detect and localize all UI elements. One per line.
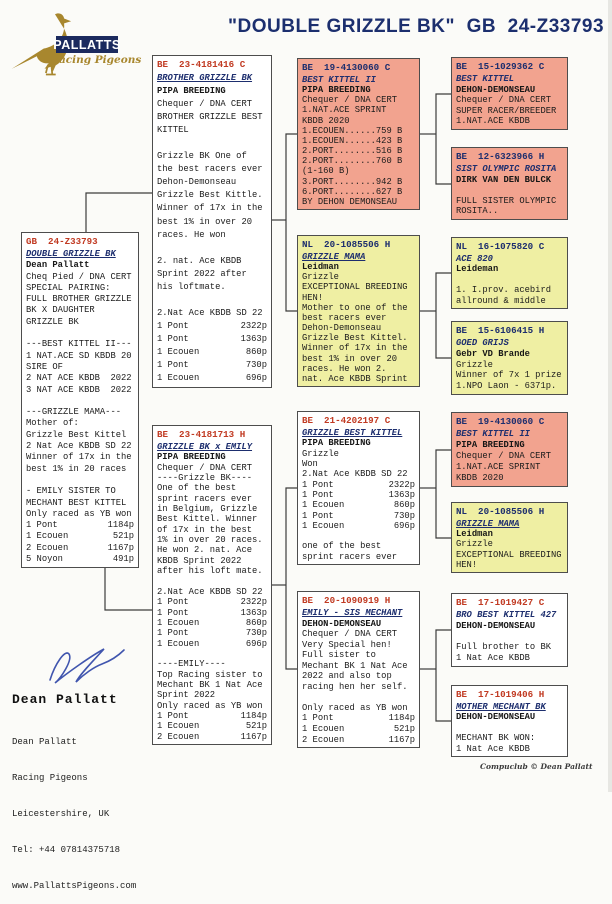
pedigree-text-line: MECHANT BEST KITTEL	[26, 497, 127, 508]
pedigree-text-line	[157, 137, 267, 150]
result-pigeons: 1167p	[107, 542, 134, 553]
result-pigeons: 1184p	[107, 520, 134, 531]
pedigree-text-line: races. He won	[157, 229, 226, 240]
box-body	[456, 74, 563, 127]
bird-name: GRIZZLE MAMA	[456, 519, 520, 529]
pedigree-text-line	[302, 500, 415, 510]
pedigree-text-line	[302, 490, 415, 500]
pedigree-text-line: 1.NPO Laon - 6371p.	[456, 381, 557, 392]
pedigree-text-line: Chequer / DNA CERT	[302, 629, 398, 640]
contact-line: Racing Pigeons	[12, 773, 88, 783]
result-race: 1 Pont	[302, 510, 334, 521]
box-body	[302, 608, 415, 745]
result-pigeons: 521p	[112, 531, 134, 542]
pedigree-text-line	[456, 185, 563, 196]
pedigree-text-line: Best Kittel. Winner	[157, 514, 258, 525]
pedigree-text-line: One of the best	[157, 483, 237, 494]
result-pigeons: 521p	[245, 721, 267, 732]
pedigree-text-line	[26, 520, 134, 531]
result-race: 1 Pont	[157, 333, 189, 344]
pedigree-text-line	[157, 711, 267, 721]
pedigree-text-line: FULL SISTER OLYMPIC	[456, 195, 557, 206]
result-race: 2 Ecouen	[157, 731, 200, 742]
pedigree-text-line: He won 2. nat. Ace	[157, 545, 253, 556]
result-race: 1 Ecouen	[302, 724, 345, 735]
pedigree-box-sire-dam	[297, 235, 420, 387]
pedigree-text-line	[26, 531, 134, 542]
pedigree-box-dd-dam	[451, 685, 568, 757]
box-body	[456, 702, 563, 754]
pedigree-box-ss-dam	[451, 147, 568, 220]
pedigree-text-line: ---BEST KITTEL II---	[26, 339, 132, 350]
breeder-name: Leidman	[302, 262, 339, 273]
result-race: 2 Ecouen	[302, 734, 345, 745]
result-pigeons: 860p	[245, 346, 267, 357]
ring-number: NL 20-1085506 H	[456, 506, 545, 517]
result-race: 2 Ecouen	[26, 542, 69, 553]
pedigree-text-line: the best racers ever	[157, 164, 263, 175]
box-body	[157, 442, 267, 742]
pedigree-text-line: his loftmate.	[157, 281, 226, 292]
ring-number: BE 23-4181416 C	[157, 59, 246, 70]
pedigree-text-line: 1.NAT.ACE SPRINT	[302, 105, 387, 116]
pedigree-text-line: KBDB Sprint 2022	[157, 555, 242, 566]
pedigree-text-line: Chequer / DNA CERT	[157, 99, 253, 110]
ring-number: BE 19-4130060 C	[456, 416, 545, 427]
pedigree-text-line: 1. I.prov. acebird	[456, 285, 552, 296]
pedigree-text-line: Grizzle BK One of	[157, 151, 247, 162]
bird-name: MOTHER MECHANT BK	[456, 702, 546, 712]
breeder-name: DEHON-DEMONSEAU	[456, 84, 536, 95]
breeder-name: PIPA BREEDING	[456, 440, 525, 450]
pedigree-text-line: Grizzle Best Kittel.	[302, 333, 408, 344]
result-race: 1 Ecouen	[157, 373, 200, 384]
breeder-name: DEHON-DEMONSEAU	[456, 712, 536, 723]
pedigree-text-line	[157, 628, 267, 638]
pedigree-text-line: Winner of 7x 1 prize	[456, 370, 562, 381]
page-title: "DOUBLE GRIZZLE BK" GB 24-Z33793	[228, 16, 605, 37]
pedigree-text-line	[157, 346, 267, 359]
pedigree-text-line: ----Grizzle BK----	[157, 473, 253, 484]
ring-number: NL 16-1075820 C	[456, 241, 545, 252]
pedigree-text-line: BY DEHON DEMONSEAU	[302, 196, 398, 207]
result-race: 1 Ecouen	[157, 617, 200, 628]
pedigree-text-line: Grizzle	[456, 539, 493, 550]
pedigree-box-dam-sire	[297, 411, 420, 565]
result-pigeons: 860p	[393, 500, 415, 511]
pedigree-text-line: nat. Ace KBDB Sprint	[302, 373, 408, 384]
pedigree-text-line	[157, 608, 267, 618]
pedigree-text-line	[456, 632, 563, 643]
pedigree-text-line: ---GRIZZLE MAMA---	[26, 407, 122, 418]
pedigree-text-line	[26, 475, 134, 486]
pedigree-box-sd-sire	[451, 237, 568, 309]
pedigree-text-line: Top Racing sister to	[157, 669, 263, 680]
pedigree-text-line	[157, 333, 267, 346]
pedigree-box-dam	[152, 425, 272, 745]
pedigree-text-line	[26, 396, 134, 407]
result-race: 1 Pont	[157, 628, 189, 639]
pedigree-text-line	[302, 735, 415, 746]
bird-name: DOUBLE GRIZZLE BK	[26, 249, 116, 259]
logo-tagline: Racing Pigeons	[50, 54, 142, 66]
pedigree-text-line: SPECIAL PAIRING:	[26, 282, 111, 293]
pedigree-box-sire-sire	[297, 58, 420, 210]
bird-name: ACE 820	[456, 254, 493, 264]
pedigree-text-line	[302, 724, 415, 735]
result-pigeons: 2322p	[388, 479, 415, 490]
pedigree-text-line	[157, 639, 267, 649]
box-body	[302, 75, 415, 207]
bird-name: BEST KITTEL	[456, 74, 515, 84]
pedigree-text-line	[302, 692, 415, 703]
pedigree-text-line: Only raced as YB won	[157, 700, 263, 711]
pedigree-text-line	[302, 531, 415, 541]
box-body	[26, 249, 134, 565]
box-body	[302, 252, 415, 384]
result-pigeons: 860p	[245, 617, 267, 628]
pedigree-text-line: Mechant BK 1 Nat Ace	[302, 660, 408, 671]
ring-number: GB 24-Z33793	[26, 236, 98, 247]
pedigree-text-line	[157, 320, 267, 333]
box-body	[456, 338, 563, 392]
pedigree-text-line: Grizzle Best Kittle.	[157, 190, 263, 201]
pedigree-text-line: Grizzle	[302, 448, 339, 459]
pedigree-text-line: Winner of 17x in the	[26, 452, 132, 463]
breeder-name: PIPA BREEDING	[157, 452, 226, 463]
pedigree-text-line	[157, 359, 267, 372]
bird-name: BRO BEST KITTEL 427	[456, 610, 557, 620]
pedigree-text-line: FULL BROTHER GRIZZLE	[26, 294, 132, 305]
pedigree-box-dam-dam	[297, 591, 420, 748]
result-race: 1 Pont	[157, 710, 189, 721]
pedigree-text-line: ROSITA..	[456, 206, 499, 217]
bird-name: EMILY - SIS MECHANT	[302, 608, 403, 618]
result-pigeons: 2322p	[240, 320, 267, 331]
pedigree-text-line: EXCEPTIONAL BREEDING	[456, 549, 562, 560]
pedigree-text-line: Winner of 17x in the	[302, 343, 408, 354]
pedigree-box-subject	[21, 232, 139, 568]
contact-line: www.PallattsPigeons.com	[12, 881, 137, 891]
pedigree-text-line: 2.PORT........516 B	[302, 146, 403, 157]
ring-number: BE 23-4181713 H	[157, 429, 246, 440]
pedigree-text-line	[157, 576, 267, 586]
pedigree-text-line	[157, 649, 267, 659]
result-pigeons: 1363p	[240, 607, 267, 618]
result-pigeons: 1363p	[388, 489, 415, 500]
pedigree-text-line	[456, 723, 563, 733]
pedigree-text-line: sprint racers ever	[302, 551, 398, 562]
result-pigeons: 730p	[245, 360, 267, 371]
pedigree-text-line: Dehon-Demonseau	[157, 177, 237, 188]
pedigree-text-line: KBDB 2020	[456, 473, 504, 483]
pedigree-box-ds-sire	[451, 412, 568, 487]
pedigree-text-line: 1% in over 20 races.	[157, 535, 263, 546]
pedigree-text-line: (1-160 B)	[302, 166, 350, 177]
pedigree-box-ss-sire	[451, 57, 568, 130]
pedigree-text-line: Sprint 2022	[157, 690, 216, 701]
result-pigeons: 696p	[393, 520, 415, 531]
pedigree-text-line: 3.PORT........942 B	[302, 176, 403, 187]
pedigree-text-line	[26, 554, 134, 565]
pedigree-text-line	[302, 521, 415, 531]
pedigree-text-line	[302, 480, 415, 490]
ring-number: BE 20-1090919 H	[302, 595, 391, 606]
pedigree-text-line: Dehon-Demonseau	[302, 323, 382, 334]
pedigree-text-line: GRIZZLE BK	[26, 316, 79, 327]
result-race: 1 Ecouen	[157, 346, 200, 357]
pedigree-text-line: Grizzle	[302, 272, 339, 283]
result-race: 1 Ecouen	[302, 500, 345, 511]
pedigree-text-line	[302, 713, 415, 724]
pedigree-text-line: after his loft mate.	[157, 566, 263, 577]
ring-number: BE 17-1019427 C	[456, 597, 545, 608]
ring-number: NL 20-1085506 H	[302, 239, 391, 250]
pallatts-logo	[6, 8, 146, 80]
pedigree-text-line: 1.NAT.ACE SPRINT	[456, 462, 541, 472]
box-body	[302, 428, 415, 562]
pedigree-text-line	[456, 275, 563, 285]
pedigree-text-line: KBDB 2020	[302, 115, 350, 126]
pedigree-text-line: best 1% in 20 races	[26, 463, 127, 474]
contact-block	[12, 712, 136, 904]
pedigree-text-line: 2.Nat Ace KBDB SD 22	[302, 469, 408, 480]
pedigree-text-line: 2.PORT........760 B	[302, 156, 403, 167]
pedigree-text-line: 2 NAT ACE KBDB 2022	[26, 373, 132, 384]
result-pigeons: 2322p	[240, 597, 267, 608]
bird-name: BEST KITTEL II	[302, 75, 376, 85]
compuclub-credit: Compuclub © Dean Pallatt	[480, 762, 593, 771]
bird-name: GRIZZLE MAMA	[302, 252, 366, 262]
contact-line: Tel: +44 07814375718	[12, 845, 121, 855]
pedigree-text-line: sprint racers ever	[157, 493, 253, 504]
result-pigeons: 730p	[245, 628, 267, 639]
result-pigeons: 1363p	[240, 333, 267, 344]
result-race: 1 Pont	[157, 320, 189, 331]
pedigree-text-line: races. He won 2.	[302, 363, 387, 374]
breeder-name: PIPA BREEDING	[302, 438, 371, 449]
result-race: 1 Pont	[157, 597, 189, 608]
pedigree-text-line: best 1% in over 20	[302, 353, 398, 364]
pedigree-text-line: one of the best	[302, 541, 382, 552]
pedigree-text-line: 1 Nat Ace KBDB	[456, 743, 530, 754]
result-race: 1 Pont	[302, 479, 334, 490]
logo-wordmark: PALLATTS	[53, 37, 121, 52]
ring-number: BE 21-4202197 C	[302, 415, 391, 426]
pedigree-text-line: Very Special hen!	[302, 639, 392, 650]
pedigree-text-line: SUPER RACER/BREEDER	[456, 105, 557, 116]
result-pigeons: 1184p	[388, 713, 415, 724]
pedigree-text-line: Chequer / DNA CERT	[157, 462, 253, 473]
pedigree-text-line	[157, 242, 267, 255]
result-race: 1 Ecouen	[26, 531, 69, 542]
breeder-name: PIPA BREEDING	[157, 86, 226, 97]
ring-number: BE 19-4130060 C	[302, 62, 391, 73]
result-race: 1 Ecouen	[157, 721, 200, 732]
ring-number: BE 15-1029362 C	[456, 61, 545, 72]
box-body	[456, 164, 563, 217]
pedigree-text-line: Sprint 2022 after	[157, 268, 247, 279]
pedigree-text-line: Mechant BK 1 Nat Ace	[157, 679, 263, 690]
pedigree-text-line	[26, 328, 134, 339]
pedigree-text-line: Won	[302, 458, 318, 469]
pedigree-text-line: BK X DAUGHTER	[26, 305, 95, 316]
pedigree-text-line	[157, 597, 267, 607]
pedigree-text-line: best 1% in over 20	[157, 216, 253, 227]
pedigree-text-line: racing hen her self.	[302, 681, 408, 692]
pedigree-box-sire	[152, 55, 272, 388]
pedigree-text-line: best racers ever	[302, 312, 387, 323]
pedigree-text-line: 1.NAT.ACE KBDB	[456, 116, 530, 127]
scan-edge-shade	[608, 0, 612, 792]
bird-name: GRIZZLE BK x EMILY	[157, 442, 253, 452]
pedigree-text-line: HEN!	[456, 559, 478, 570]
contact-name: Dean Pallatt	[12, 692, 118, 707]
result-race: 1 Ecouen	[302, 520, 345, 531]
handwritten-signature	[36, 636, 132, 694]
ring-number: BE 17-1019406 H	[456, 689, 545, 700]
pedigree-text-line: MECHANT BK WON:	[456, 733, 536, 744]
box-body	[456, 429, 563, 484]
result-race: 5 Noyon	[26, 554, 63, 565]
box-body	[456, 610, 563, 664]
pedigree-text-line: BROTHER GRIZZLE BEST	[157, 112, 263, 123]
pedigree-text-line	[157, 372, 267, 385]
breeder-name: Leidman	[456, 529, 493, 540]
bird-name: SIST OLYMPIC ROSITA	[456, 164, 557, 174]
pedigree-text-line: 1 Nat Ace KBDB	[456, 653, 530, 664]
pedigree-text-line: Only raced as YB won	[26, 508, 132, 519]
pedigree-text-line	[157, 294, 267, 307]
ring-number: BE 12-6323966 H	[456, 151, 545, 162]
pedigree-text-line: KITTEL	[157, 125, 189, 136]
pedigree-text-line: HEN!	[302, 292, 324, 303]
breeder-name: Dean Pallatt	[26, 260, 90, 271]
result-pigeons: 696p	[245, 638, 267, 649]
result-pigeons: 491p	[112, 554, 134, 565]
breeder-name: Leideman	[456, 264, 499, 275]
pedigree-text-line: 2022 and also top	[302, 671, 392, 682]
pedigree-text-line: 2. nat. Ace KBDB	[157, 255, 242, 266]
contact-line: Leicestershire, UK	[12, 809, 110, 819]
pedigree-text-line	[26, 543, 134, 554]
result-pigeons: 521p	[393, 724, 415, 735]
result-pigeons: 1184p	[240, 710, 267, 721]
pedigree-text-line: ----EMILY----	[157, 659, 226, 670]
box-body	[456, 519, 563, 570]
breeder-name: Gebr VD Brande	[456, 348, 530, 359]
bird-name: GRIZZLE BEST KITTEL	[302, 428, 403, 438]
breeder-name: DEHON-DEMONSEAU	[456, 620, 536, 631]
pedigree-text-line: Mother to one of the	[302, 302, 408, 313]
result-pigeons: 1167p	[240, 731, 267, 742]
pedigree-text-line: Grizzle	[456, 359, 493, 370]
pedigree-box-dd-sire	[451, 593, 568, 667]
pedigree-text-line: - EMILY SISTER TO	[26, 486, 116, 497]
pedigree-text-line	[157, 618, 267, 628]
bird-name: BROTHER GRIZZLE BK	[157, 73, 253, 83]
pedigree-text-line: Full sister to	[302, 650, 376, 661]
breeder-name: PIPA BREEDING	[302, 85, 371, 96]
box-body	[157, 72, 267, 385]
result-race: 1 Pont	[157, 607, 189, 618]
breeder-name: DIRK VAN DEN BULCK	[456, 174, 552, 185]
pedigree-text-line: 2.Nat Ace KBDB SD 22	[157, 307, 263, 318]
pedigree-text-line: Cheq Pied / DNA CERT	[26, 271, 132, 282]
pedigree-text-line: 1.ECOUEN......423 B	[302, 135, 403, 146]
result-race: 1 Pont	[26, 520, 58, 531]
ring-number: BE 15-6106415 H	[456, 325, 545, 336]
result-race: 1 Pont	[302, 713, 334, 724]
box-body	[456, 254, 563, 306]
pedigree-text-line: Full brother to BK	[456, 642, 552, 653]
pedigree-box-ds-dam	[451, 502, 568, 573]
pedigree-text-line: 3 NAT ACE KBDB 2022	[26, 384, 132, 395]
result-race: 1 Pont	[157, 360, 189, 371]
pedigree-text-line: 2.Nat Ace KBDB SD 22	[157, 586, 263, 597]
pedigree-text-line	[157, 732, 267, 742]
bird-name: GOED GRIJS	[456, 338, 509, 348]
pedigree-text-line	[157, 721, 267, 731]
pedigree-box-sd-dam	[451, 321, 568, 395]
pedigree-text-line	[302, 511, 415, 521]
pedigree-text-line: 1 NAT.ACE SD KBDB 20	[26, 350, 132, 361]
pedigree-text-line: 1.ECOUEN......759 B	[302, 125, 403, 136]
pedigree-text-line: EXCEPTIONAL BREEDING	[302, 282, 408, 293]
pedigree-text-line: Mother of:	[26, 418, 79, 429]
pedigree-text-line: SIRE OF	[26, 361, 63, 372]
result-pigeons: 696p	[245, 373, 267, 384]
pedigree-text-line: 2 Nat Ace KBDB SD 22	[26, 441, 132, 452]
pedigree-text-line: Chequer / DNA CERT	[456, 451, 552, 461]
contact-line: Dean Pallatt	[12, 737, 77, 747]
pedigree-text-line: in Belgium, Grizzle	[157, 504, 258, 515]
result-pigeons: 730p	[393, 510, 415, 521]
breeder-name: DEHON-DEMONSEAU	[302, 618, 382, 629]
pedigree-text-line: Only raced as YB won	[302, 702, 408, 713]
pedigree-text-line: of 17x in the best	[157, 524, 253, 535]
pedigree-text-line: Winner of 17x in the	[157, 203, 263, 214]
bird-name: BEST KITTEL II	[456, 429, 530, 439]
pedigree-text-line: 6.PORT........627 B	[302, 186, 403, 197]
result-race: 1 Pont	[302, 489, 334, 500]
pedigree-text-line: Chequer / DNA CERT	[456, 95, 552, 106]
pedigree-text-line: allround & middle	[456, 295, 546, 306]
result-race: 1 Ecouen	[157, 638, 200, 649]
pedigree-text-line: Chequer / DNA CERT	[302, 95, 398, 106]
pedigree-text-line: Grizzle Best Kittel	[26, 429, 127, 440]
result-pigeons: 1167p	[388, 734, 415, 745]
